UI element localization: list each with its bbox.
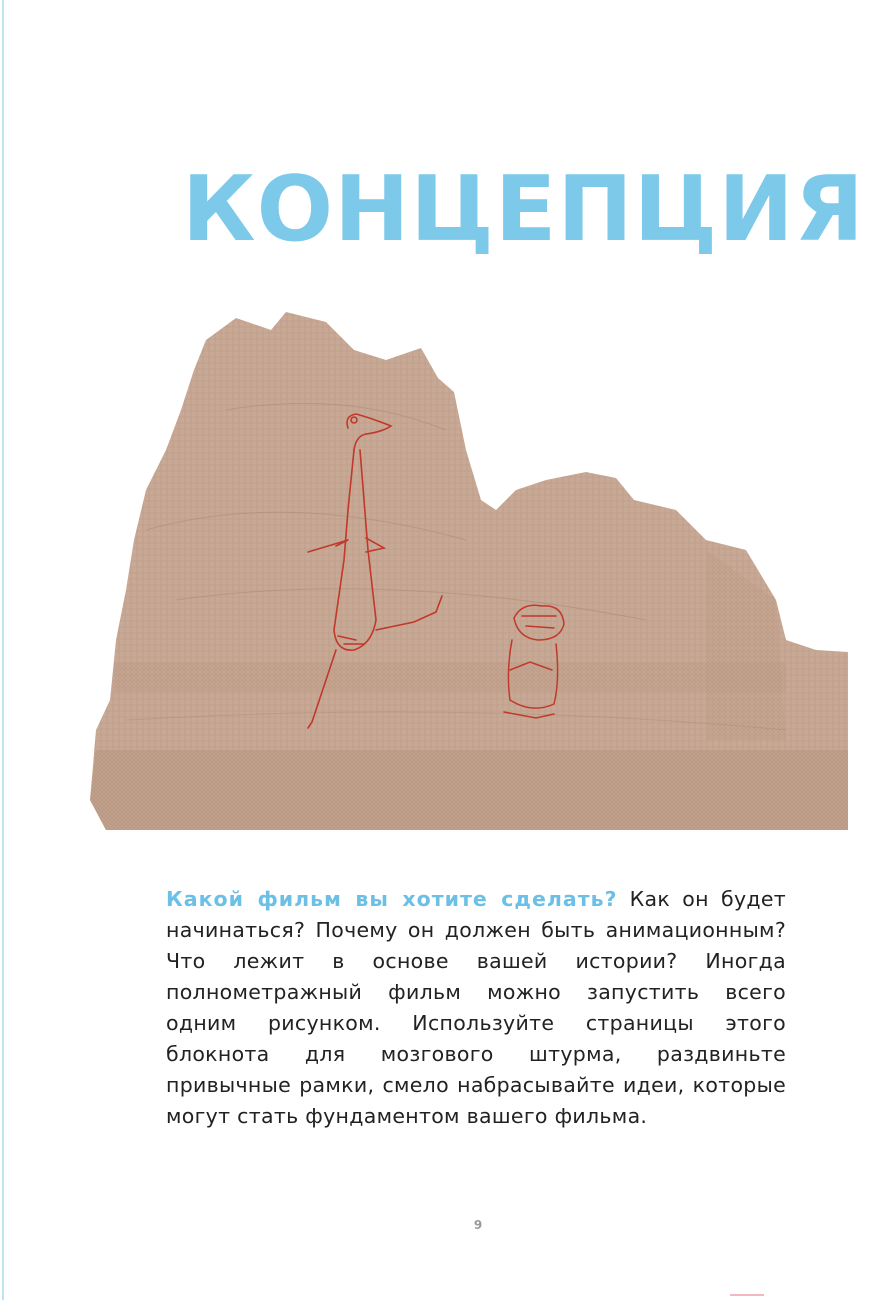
lead-question: Какой фильм вы хотите сделать? (166, 887, 618, 911)
left-margin-rule (2, 0, 4, 1300)
page-number: 9 (473, 1218, 483, 1232)
corner-mark (730, 1294, 764, 1296)
napkin-sketch-icon (86, 300, 848, 840)
intro-body: Как он будет начинаться? Почему он должен быть анимационным? Что лежит в основе вашей истории? Иногда полнометражный фильм можно запустить всего одним рисунком. Используйте страницы этого блокнота для мозгового штурма, раздвиньте привычные рамки, смело набрасывайте идеи, которые могут стать фундаментом вашего фильма. (166, 887, 786, 1128)
intro-paragraph (166, 884, 786, 1132)
page-title: КОНЦЕПЦИЯ (182, 157, 865, 262)
